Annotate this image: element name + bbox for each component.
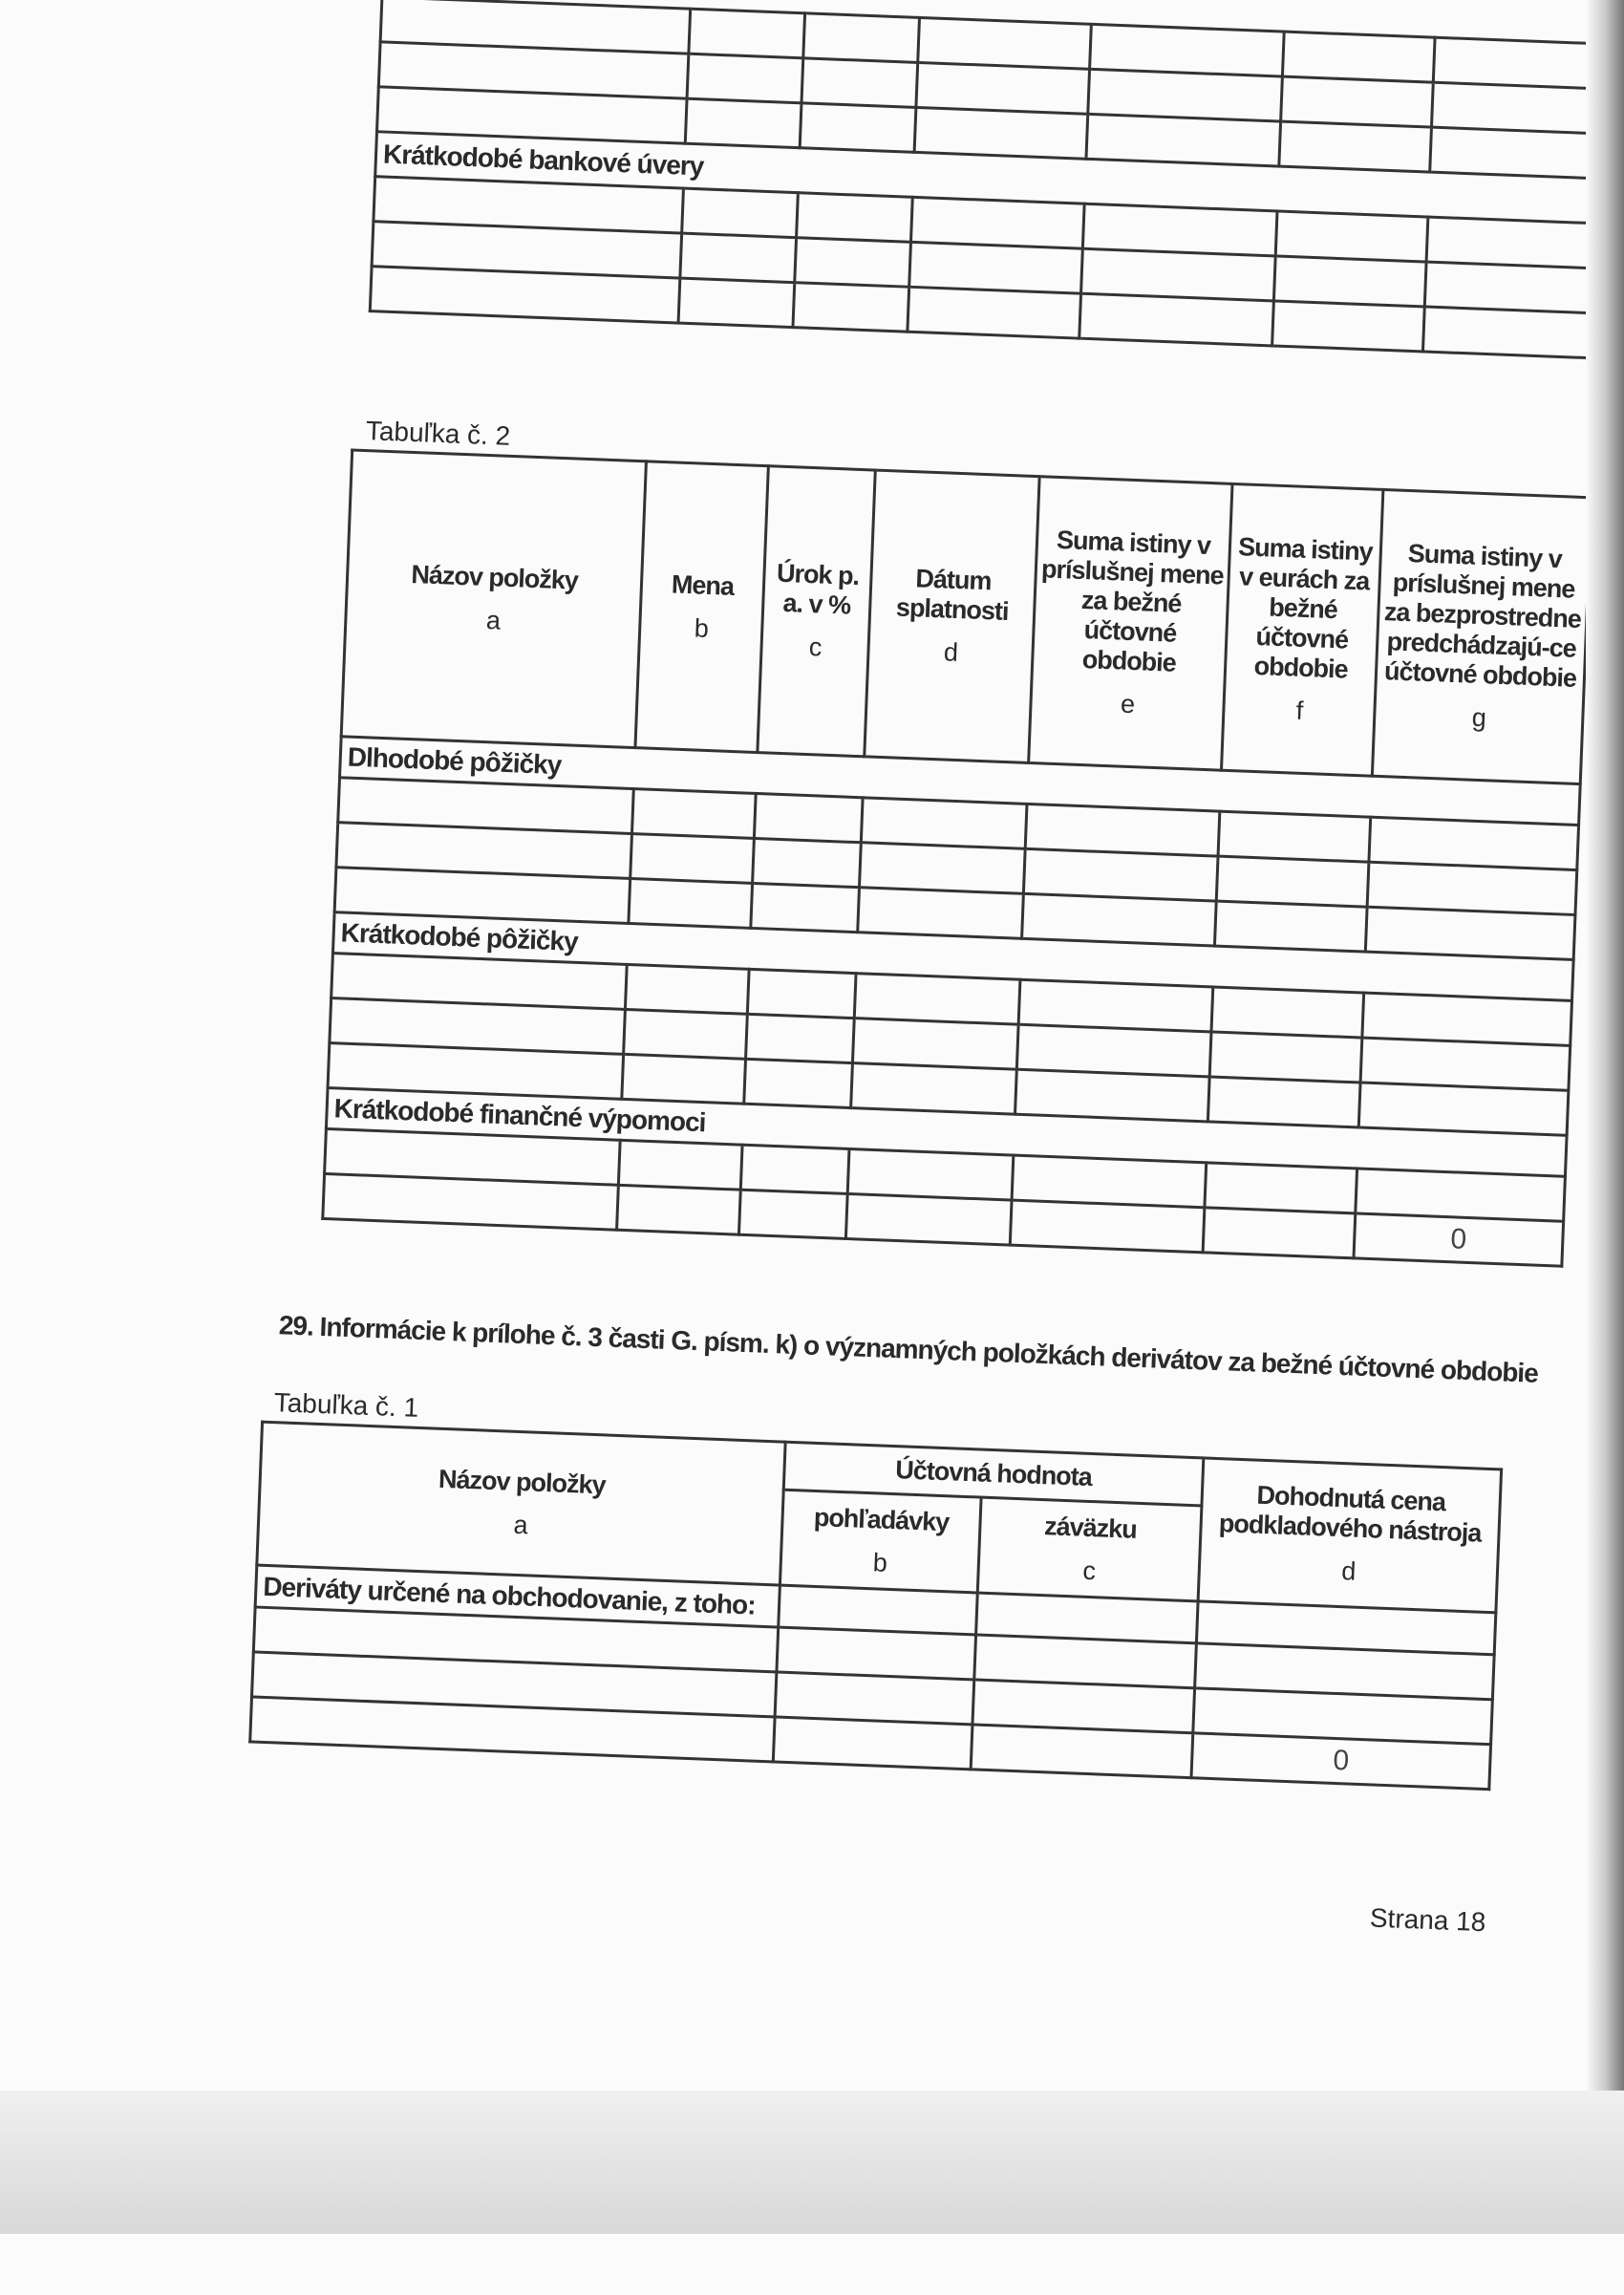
header-principal-previous: Suma istiny v príslušnej mene za bezprostredne predchádzajú-ce účtovné obdobie g (1372, 489, 1591, 783)
handwritten-total: 0 (1354, 1213, 1564, 1266)
loans-table (321, 448, 1592, 1267)
header-currency: Mena b (635, 461, 768, 753)
section-long-term-loans: Dlhodobé pôžičky (340, 737, 1581, 826)
handwritten-total: 0 (1191, 1733, 1491, 1790)
header-name: Názov položky a (257, 1422, 785, 1585)
header-principal-eur: Suma istiny v eurách za bežné účtovné obdobie f (1221, 483, 1382, 776)
section-short-term-loans: Krátkodobé pôžičky (332, 912, 1573, 1001)
header-book-value: Účtovná hodnota (783, 1442, 1204, 1506)
table2-caption: Tabuľka č. 2 (365, 416, 511, 451)
page-number: Strana 18 (1369, 1902, 1486, 1938)
header-liabilities: záväzku c (977, 1497, 1202, 1601)
section-trading-derivatives: Deriváty určené na obchodovanie, z toho: (255, 1565, 780, 1627)
table1-caption: Tabuľka č. 1 (273, 1387, 419, 1423)
header-interest: Úrok p. a. v % c (758, 466, 875, 757)
header-agreed-price: Dohodnutá cena podkladového nástroja d (1198, 1458, 1502, 1613)
section-short-term-financial-aid: Krátkodobé finančné výpomoci (326, 1088, 1567, 1177)
scan-edge-shadow (1586, 0, 1624, 2234)
header-receivables: pohľadávky b (780, 1490, 981, 1593)
section-29-heading: 29. Informácie k prílohe č. 3 časti G. písm. k) o významných položkách derivátov za bežné účtovné obdobie (278, 1310, 1539, 1388)
bank-loans-table (369, 0, 1624, 360)
scan-bottom-band (0, 2091, 1624, 2234)
derivatives-table (248, 1421, 1503, 1791)
header-principal-currency: Suma istiny v príslušnej mene za bežné účtovné obdobie e (1029, 477, 1232, 771)
header-maturity: Dátum splatnosti d (865, 470, 1039, 762)
section-short-term-bank-loans: Krátkodobé bankové úvery (375, 132, 1618, 225)
header-name: Názov položky a (341, 450, 646, 748)
